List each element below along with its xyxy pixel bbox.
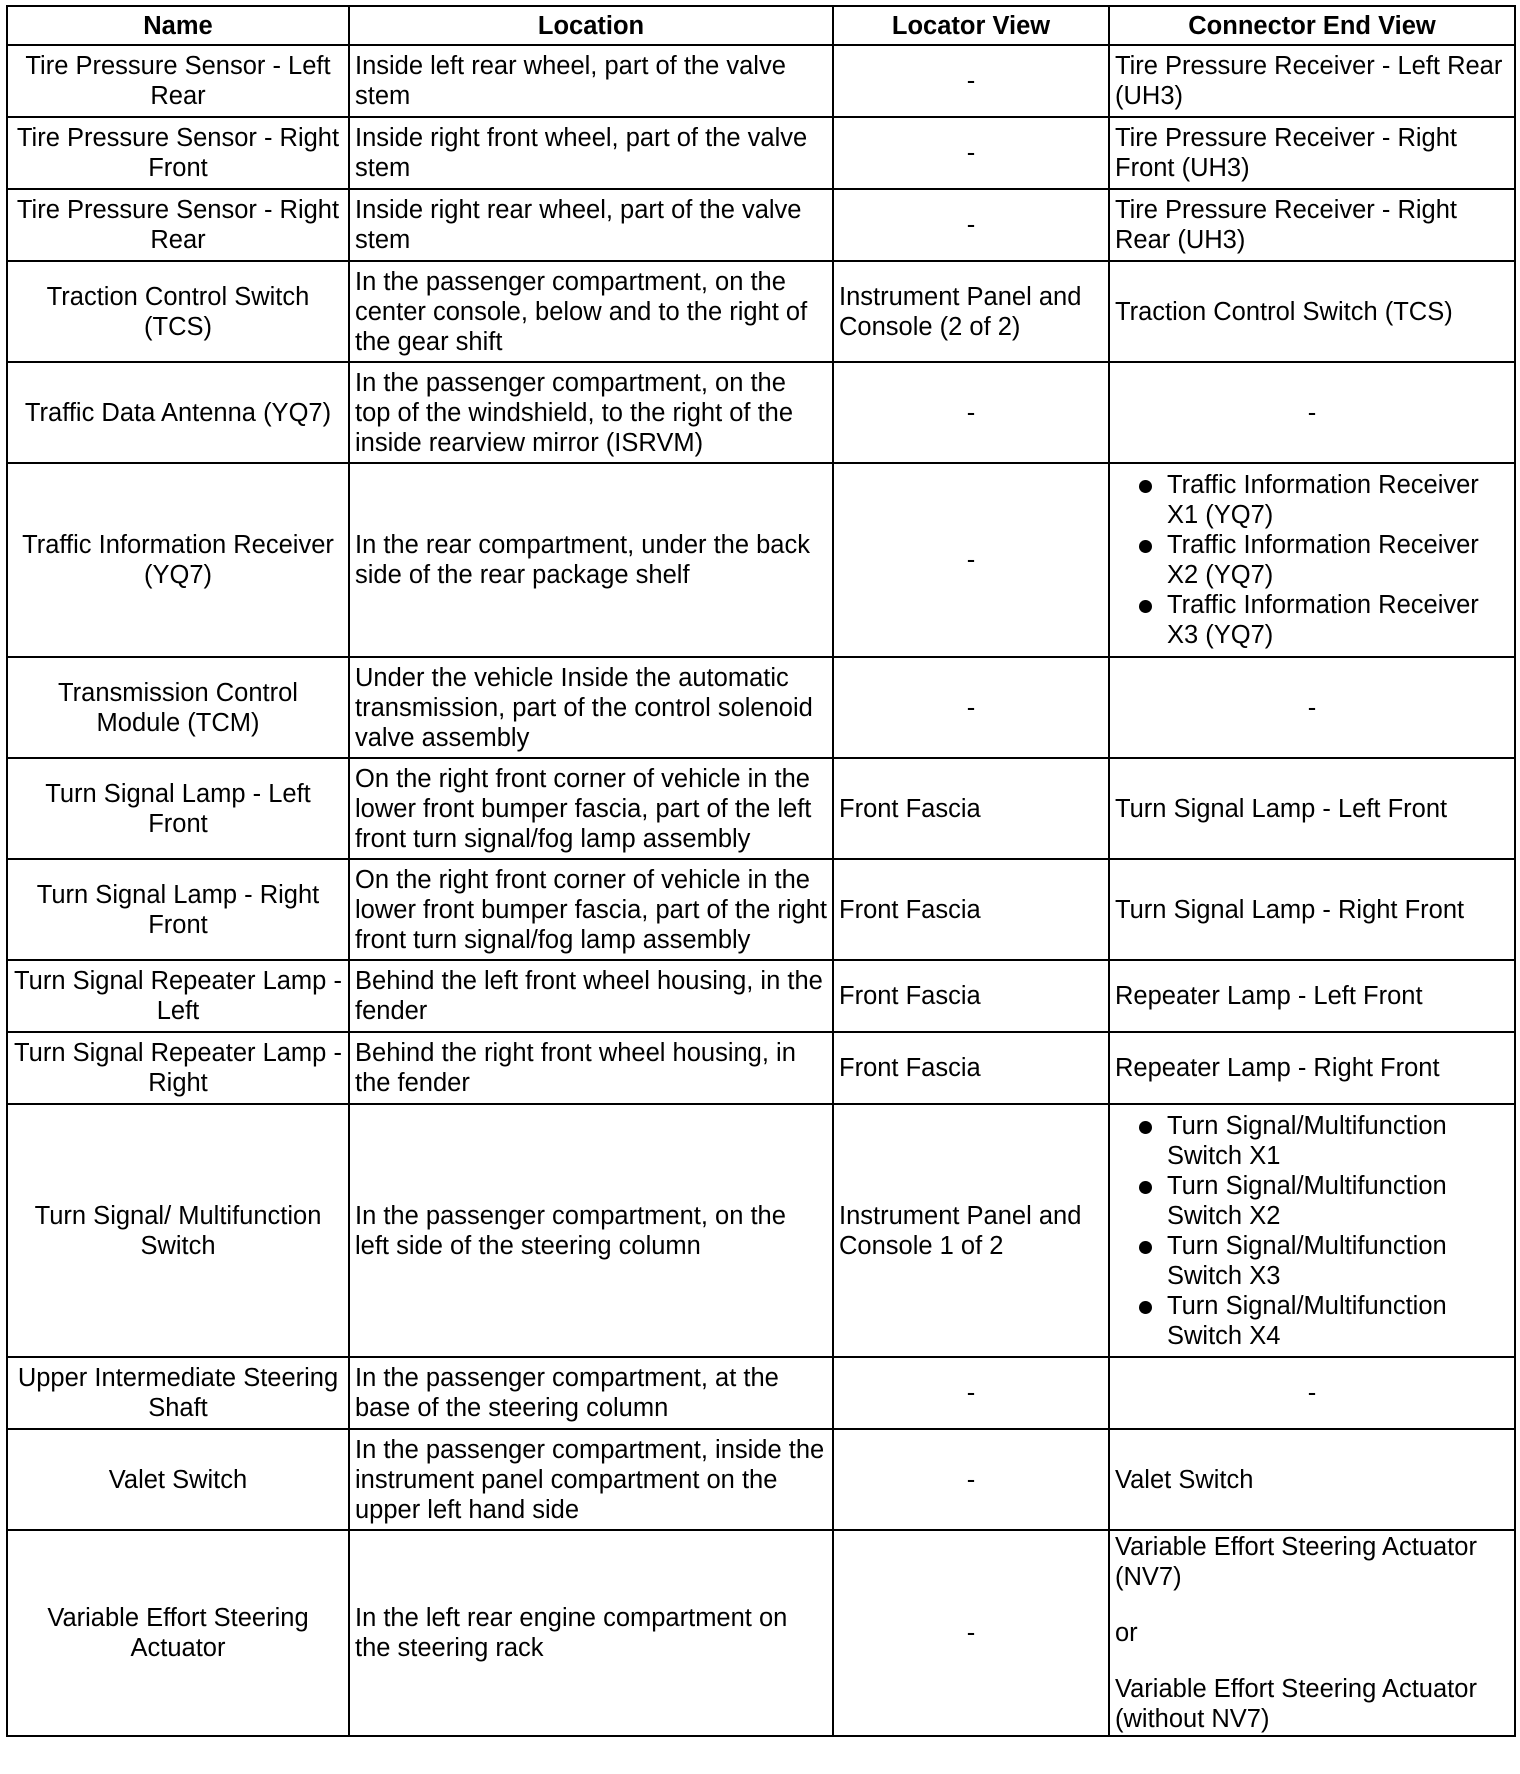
cell-connector-end-view: -	[1109, 657, 1515, 758]
cell-name: Traffic Data Antenna (YQ7)	[7, 362, 349, 463]
cell-name: Tire Pressure Sensor - Left Rear	[7, 45, 349, 117]
cell-location: In the passenger compartment, inside the instrument panel compartment on the upper left hand side	[349, 1429, 833, 1530]
cell-name: Tire Pressure Sensor - Right Front	[7, 117, 349, 189]
cell-locator-view: Front Fascia	[833, 1032, 1109, 1104]
component-locator-table	[6, 5, 1516, 1737]
cell-name: Turn Signal Repeater Lamp - Right	[7, 1032, 349, 1104]
cell-connector-end-view: Tire Pressure Receiver - Left Rear (UH3)	[1109, 45, 1515, 117]
list-item: Turn Signal/Multifunction Switch X4	[1137, 1291, 1509, 1351]
cell-locator-view: -	[833, 463, 1109, 657]
cell-connector-end-view: Repeater Lamp - Left Front	[1109, 960, 1515, 1032]
connector-list	[1115, 1111, 1509, 1351]
cell-locator-view: -	[833, 45, 1109, 117]
cell-location: In the passenger compartment, on the top of the windshield, to the right of the inside rearview mirror (ISRVM)	[349, 362, 833, 463]
connector-paragraph: Variable Effort Steering Actuator (NV7)	[1115, 1533, 1477, 1591]
table-row	[7, 1032, 1515, 1104]
cell-name: Transmission Control Module (TCM)	[7, 657, 349, 758]
cell-connector-end-view: Turn Signal Lamp - Left Front	[1109, 758, 1515, 859]
cell-name: Turn Signal Lamp - Left Front	[7, 758, 349, 859]
cell-location: In the left rear engine compartment on the steering rack	[349, 1530, 833, 1736]
cell-connector-end-view: Turn Signal Lamp - Right Front	[1109, 859, 1515, 960]
list-item: Traffic Information Receiver X3 (YQ7)	[1137, 590, 1509, 650]
list-item: Turn Signal/Multifunction Switch X3	[1137, 1231, 1509, 1291]
cell-location: Behind the left front wheel housing, in the fender	[349, 960, 833, 1032]
cell-location: In the passenger compartment, at the base of the steering column	[349, 1357, 833, 1429]
table-row	[7, 1530, 1515, 1736]
cell-name: Upper Intermediate Steering Shaft	[7, 1357, 349, 1429]
list-item: Traffic Information Receiver X1 (YQ7)	[1137, 470, 1509, 530]
column-header-name: Name	[7, 6, 349, 45]
cell-name: Turn Signal/ Multifunction Switch	[7, 1104, 349, 1357]
cell-name: Traction Control Switch (TCS)	[7, 261, 349, 362]
connector-paragraph: or	[1115, 1619, 1138, 1647]
cell-connector-end-view: -	[1109, 362, 1515, 463]
cell-connector-end-view	[1109, 463, 1515, 657]
cell-connector-end-view	[1109, 1530, 1515, 1736]
cell-locator-view: -	[833, 1530, 1109, 1736]
cell-name: Valet Switch	[7, 1429, 349, 1530]
cell-locator-view: -	[833, 1357, 1109, 1429]
cell-locator-view: -	[833, 189, 1109, 261]
connector-paragraph: Variable Effort Steering Actuator (without NV7)	[1115, 1675, 1477, 1733]
cell-connector-end-view: Tire Pressure Receiver - Right Rear (UH3)	[1109, 189, 1515, 261]
table-row	[7, 362, 1515, 463]
cell-name: Turn Signal Lamp - Right Front	[7, 859, 349, 960]
cell-location: Inside right rear wheel, part of the valve stem	[349, 189, 833, 261]
cell-connector-end-view: Traction Control Switch (TCS)	[1109, 261, 1515, 362]
cell-location: On the right front corner of vehicle in the lower front bumper fascia, part of the left front turn signal/fog lamp assembly	[349, 758, 833, 859]
cell-name: Turn Signal Repeater Lamp - Left	[7, 960, 349, 1032]
table-row	[7, 1429, 1515, 1530]
cell-connector-end-view: Valet Switch	[1109, 1429, 1515, 1530]
cell-location: Inside right front wheel, part of the valve stem	[349, 117, 833, 189]
table-row	[7, 960, 1515, 1032]
cell-locator-view: -	[833, 362, 1109, 463]
cell-locator-view: Front Fascia	[833, 859, 1109, 960]
table-row	[7, 859, 1515, 960]
table-row	[7, 1357, 1515, 1429]
table-row	[7, 189, 1515, 261]
cell-locator-view: -	[833, 117, 1109, 189]
cell-name: Traffic Information Receiver (YQ7)	[7, 463, 349, 657]
cell-locator-view: -	[833, 1429, 1109, 1530]
list-item: Turn Signal/Multifunction Switch X1	[1137, 1111, 1509, 1171]
cell-location: Under the vehicle Inside the automatic transmission, part of the control solenoid valve assembly	[349, 657, 833, 758]
cell-connector-end-view: -	[1109, 1357, 1515, 1429]
cell-locator-view: Front Fascia	[833, 960, 1109, 1032]
table-row	[7, 463, 1515, 657]
table-row	[7, 45, 1515, 117]
cell-connector-end-view	[1109, 1104, 1515, 1357]
column-header-connector-end-view: Connector End View	[1109, 6, 1515, 45]
list-item: Traffic Information Receiver X2 (YQ7)	[1137, 530, 1509, 590]
connector-list	[1115, 470, 1509, 650]
table-row	[7, 657, 1515, 758]
cell-locator-view: -	[833, 657, 1109, 758]
table-row	[7, 1104, 1515, 1357]
cell-location: On the right front corner of vehicle in the lower front bumper fascia, part of the right front turn signal/fog lamp assembly	[349, 859, 833, 960]
cell-locator-view: Front Fascia	[833, 758, 1109, 859]
table-row	[7, 261, 1515, 362]
cell-location: Behind the right front wheel housing, in the fender	[349, 1032, 833, 1104]
table-header-row	[7, 6, 1515, 45]
column-header-locator-view: Locator View	[833, 6, 1109, 45]
column-header-location: Location	[349, 6, 833, 45]
table-row	[7, 117, 1515, 189]
cell-location: In the rear compartment, under the back side of the rear package shelf	[349, 463, 833, 657]
cell-connector-end-view: Repeater Lamp - Right Front	[1109, 1032, 1515, 1104]
component-locator-table-wrapper	[6, 5, 1514, 1737]
cell-location: In the passenger compartment, on the left side of the steering column	[349, 1104, 833, 1357]
cell-location: Inside left rear wheel, part of the valve stem	[349, 45, 833, 117]
cell-name: Variable Effort Steering Actuator	[7, 1530, 349, 1736]
list-item: Turn Signal/Multifunction Switch X2	[1137, 1171, 1509, 1231]
table-row	[7, 758, 1515, 859]
cell-connector-end-view: Tire Pressure Receiver - Right Front (UH3)	[1109, 117, 1515, 189]
cell-location: In the passenger compartment, on the center console, below and to the right of the gear shift	[349, 261, 833, 362]
cell-name: Tire Pressure Sensor - Right Rear	[7, 189, 349, 261]
cell-locator-view: Instrument Panel and Console 1 of 2	[833, 1104, 1109, 1357]
cell-locator-view: Instrument Panel and Console (2 of 2)	[833, 261, 1109, 362]
